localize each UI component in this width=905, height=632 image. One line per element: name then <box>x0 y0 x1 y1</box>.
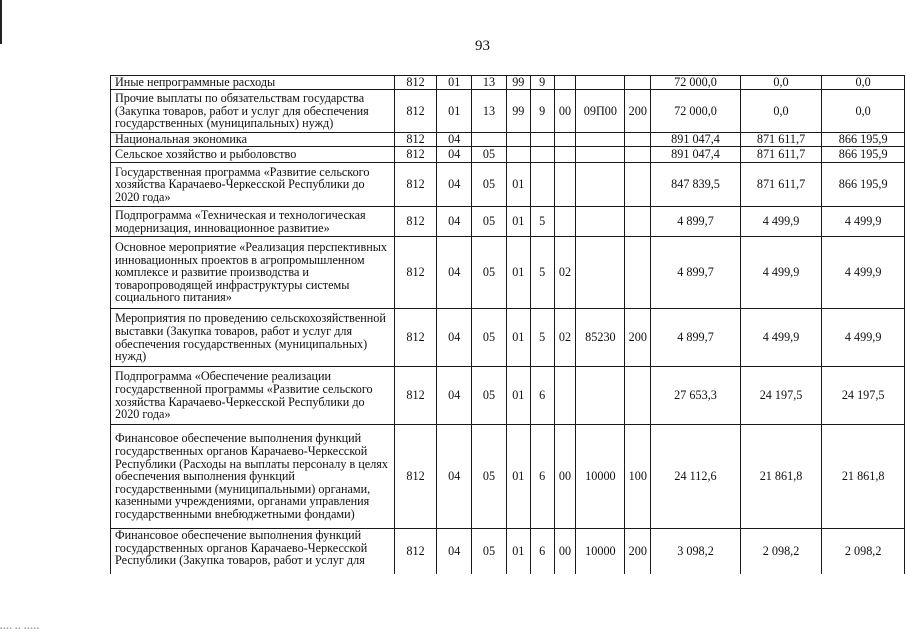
amount-2019-cell: 0,0 <box>740 90 822 133</box>
amount-2018-cell: 24 112,6 <box>651 425 740 529</box>
amount-2019-cell: 24 197,5 <box>740 367 822 425</box>
amount-2018-cell: 891 047,4 <box>651 133 740 147</box>
ministry-code-cell: 812 <box>394 90 437 133</box>
program-cell: 01 <box>506 425 530 529</box>
activity-cell <box>554 76 576 90</box>
ministry-code-cell: 812 <box>394 237 437 309</box>
direction-cell <box>576 367 625 425</box>
amount-2019-cell: 2 098,2 <box>740 529 822 574</box>
amount-2020-cell: 866 195,9 <box>822 163 905 207</box>
scan-footer-mark: ▪▪▪▪ ▪▪ ▪▪▪▪▪ <box>0 626 40 632</box>
amount-2019-cell: 871 611,7 <box>740 163 822 207</box>
section-cell: 04 <box>437 237 472 309</box>
amount-2018-cell: 72 000,0 <box>651 90 740 133</box>
section-cell: 04 <box>437 163 472 207</box>
amount-2019-cell: 4 499,9 <box>740 237 822 309</box>
section-cell: 01 <box>437 90 472 133</box>
activity-cell <box>554 367 576 425</box>
table-row <box>111 133 905 147</box>
row-name-cell: Сельское хозяйство и рыболовство <box>111 147 395 163</box>
expense-type-cell <box>625 133 651 147</box>
amount-2020-cell: 24 197,5 <box>822 367 905 425</box>
subsection-cell: 05 <box>472 529 507 574</box>
subprogram-cell <box>530 163 554 207</box>
subsection-cell: 05 <box>472 207 507 237</box>
ministry-code-cell: 812 <box>394 207 437 237</box>
amount-2020-cell: 4 499,9 <box>822 207 905 237</box>
amount-2018-cell: 4 899,7 <box>651 207 740 237</box>
table-row <box>111 90 905 133</box>
row-name-cell: Подпрограмма «Обеспечение реализации государственной программы «Развитие сельского хозяйства Карачаево-Черкесской Республики до 2020 года» <box>111 367 395 425</box>
row-name-cell: Финансовое обеспечение выполнения функций государственных органов Карачаево-Черкесской Республики (Расходы на выплаты персоналу в целях обеспечения выполнения функций государственными (муниципальными) органами, казенными учреждениями, органами управления государственными внебюджетными фондами) <box>111 425 395 529</box>
table-row <box>111 147 905 163</box>
subsection-cell: 05 <box>472 163 507 207</box>
ministry-code-cell: 812 <box>394 529 437 574</box>
program-cell <box>506 147 530 163</box>
amount-2018-cell: 3 098,2 <box>651 529 740 574</box>
amount-2020-cell: 0,0 <box>822 90 905 133</box>
activity-cell <box>554 147 576 163</box>
table-row <box>111 237 905 309</box>
amount-2020-cell: 0,0 <box>822 76 905 90</box>
subsection-cell: 05 <box>472 425 507 529</box>
amount-2020-cell: 4 499,9 <box>822 237 905 309</box>
row-name-cell: Иные непрограммные расходы <box>111 76 395 90</box>
program-cell: 01 <box>506 237 530 309</box>
table-row <box>111 367 905 425</box>
ministry-code-cell: 812 <box>394 133 437 147</box>
activity-cell: 02 <box>554 309 576 367</box>
direction-cell: 09П00 <box>576 90 625 133</box>
expense-type-cell: 100 <box>625 425 651 529</box>
amount-2019-cell: 0,0 <box>740 76 822 90</box>
direction-cell <box>576 147 625 163</box>
subsection-cell <box>472 133 507 147</box>
activity-cell: 00 <box>554 529 576 574</box>
subsection-cell: 05 <box>472 237 507 309</box>
program-cell: 01 <box>506 163 530 207</box>
amount-2020-cell: 2 098,2 <box>822 529 905 574</box>
budget-table <box>110 75 905 574</box>
section-cell: 04 <box>437 309 472 367</box>
amount-2018-cell: 891 047,4 <box>651 147 740 163</box>
subprogram-cell: 5 <box>530 237 554 309</box>
row-name-cell: Подпрограмма «Техническая и технологическая модернизация, инновационное развитие» <box>111 207 395 237</box>
direction-cell: 85230 <box>576 309 625 367</box>
section-cell: 04 <box>437 207 472 237</box>
amount-2018-cell: 847 839,5 <box>651 163 740 207</box>
table-row <box>111 76 905 90</box>
subprogram-cell <box>530 133 554 147</box>
amount-2018-cell: 72 000,0 <box>651 76 740 90</box>
table-row <box>111 425 905 529</box>
expense-type-cell <box>625 207 651 237</box>
ministry-code-cell: 812 <box>394 147 437 163</box>
direction-cell <box>576 207 625 237</box>
section-cell: 01 <box>437 76 472 90</box>
activity-cell <box>554 133 576 147</box>
section-cell: 04 <box>437 425 472 529</box>
row-name-cell: Прочие выплаты по обязательствам государства (Закупка товаров, работ и услуг для обеспечения государственных (муниципальных) нужд) <box>111 90 395 133</box>
direction-cell <box>576 237 625 309</box>
amount-2020-cell: 21 861,8 <box>822 425 905 529</box>
row-name-cell: Государственная программа «Развитие сельского хозяйства Карачаево-Черкесской Республики до 2020 года» <box>111 163 395 207</box>
subprogram-cell: 6 <box>530 367 554 425</box>
expense-type-cell <box>625 147 651 163</box>
amount-2019-cell: 871 611,7 <box>740 133 822 147</box>
amount-2020-cell: 866 195,9 <box>822 133 905 147</box>
row-name-cell: Мероприятия по проведению сельскохозяйственной выставки (Закупка товаров, работ и услуг для обеспечения государственных (муниципальных) нужд) <box>111 309 395 367</box>
direction-cell: 10000 <box>576 425 625 529</box>
amount-2018-cell: 27 653,3 <box>651 367 740 425</box>
program-cell: 01 <box>506 529 530 574</box>
section-cell: 04 <box>437 367 472 425</box>
program-cell: 01 <box>506 367 530 425</box>
activity-cell <box>554 163 576 207</box>
expense-type-cell: 200 <box>625 309 651 367</box>
row-name-cell: Основное мероприятие «Реализация перспективных инновационных проектов в агропромышленном комплексе и развитие производства и товаропроводящей инфраструктуры системы социального питания» <box>111 237 395 309</box>
expense-type-cell: 200 <box>625 90 651 133</box>
ministry-code-cell: 812 <box>394 425 437 529</box>
section-cell: 04 <box>437 529 472 574</box>
program-cell: 01 <box>506 309 530 367</box>
program-cell: 99 <box>506 76 530 90</box>
subsection-cell: 13 <box>472 90 507 133</box>
subprogram-cell: 6 <box>530 425 554 529</box>
direction-cell <box>576 76 625 90</box>
activity-cell <box>554 207 576 237</box>
table-row <box>111 207 905 237</box>
amount-2018-cell: 4 899,7 <box>651 237 740 309</box>
subsection-cell: 05 <box>472 147 507 163</box>
direction-cell <box>576 163 625 207</box>
row-name-cell: Национальная экономика <box>111 133 395 147</box>
section-cell: 04 <box>437 147 472 163</box>
amount-2019-cell: 4 499,9 <box>740 207 822 237</box>
section-cell: 04 <box>437 133 472 147</box>
page-number: 93 <box>475 38 490 54</box>
row-name-cell: Финансовое обеспечение выполнения функций государственных органов Карачаево-Черкесской Республики (Закупка товаров, работ и услуг для <box>111 529 395 574</box>
table-row <box>111 529 905 574</box>
amount-2019-cell: 21 861,8 <box>740 425 822 529</box>
amount-2019-cell: 4 499,9 <box>740 309 822 367</box>
ministry-code-cell: 812 <box>394 163 437 207</box>
program-cell: 01 <box>506 207 530 237</box>
program-cell <box>506 133 530 147</box>
amount-2020-cell: 4 499,9 <box>822 309 905 367</box>
direction-cell: 10000 <box>576 529 625 574</box>
ministry-code-cell: 812 <box>394 367 437 425</box>
activity-cell: 00 <box>554 90 576 133</box>
expense-type-cell <box>625 237 651 309</box>
expense-type-cell <box>625 163 651 207</box>
subprogram-cell: 6 <box>530 529 554 574</box>
direction-cell <box>576 133 625 147</box>
ministry-code-cell: 812 <box>394 309 437 367</box>
subprogram-cell: 9 <box>530 90 554 133</box>
amount-2020-cell: 866 195,9 <box>822 147 905 163</box>
subprogram-cell: 5 <box>530 309 554 367</box>
ministry-code-cell: 812 <box>394 76 437 90</box>
amount-2019-cell: 871 611,7 <box>740 147 822 163</box>
subprogram-cell: 5 <box>530 207 554 237</box>
activity-cell: 02 <box>554 237 576 309</box>
expense-type-cell <box>625 76 651 90</box>
activity-cell: 00 <box>554 425 576 529</box>
subsection-cell: 05 <box>472 367 507 425</box>
expense-type-cell: 200 <box>625 529 651 574</box>
table-row <box>111 309 905 367</box>
subsection-cell: 05 <box>472 309 507 367</box>
table-row <box>111 163 905 207</box>
amount-2018-cell: 4 899,7 <box>651 309 740 367</box>
expense-type-cell <box>625 367 651 425</box>
subprogram-cell <box>530 147 554 163</box>
subsection-cell: 13 <box>472 76 507 90</box>
program-cell: 99 <box>506 90 530 133</box>
subprogram-cell: 9 <box>530 76 554 90</box>
